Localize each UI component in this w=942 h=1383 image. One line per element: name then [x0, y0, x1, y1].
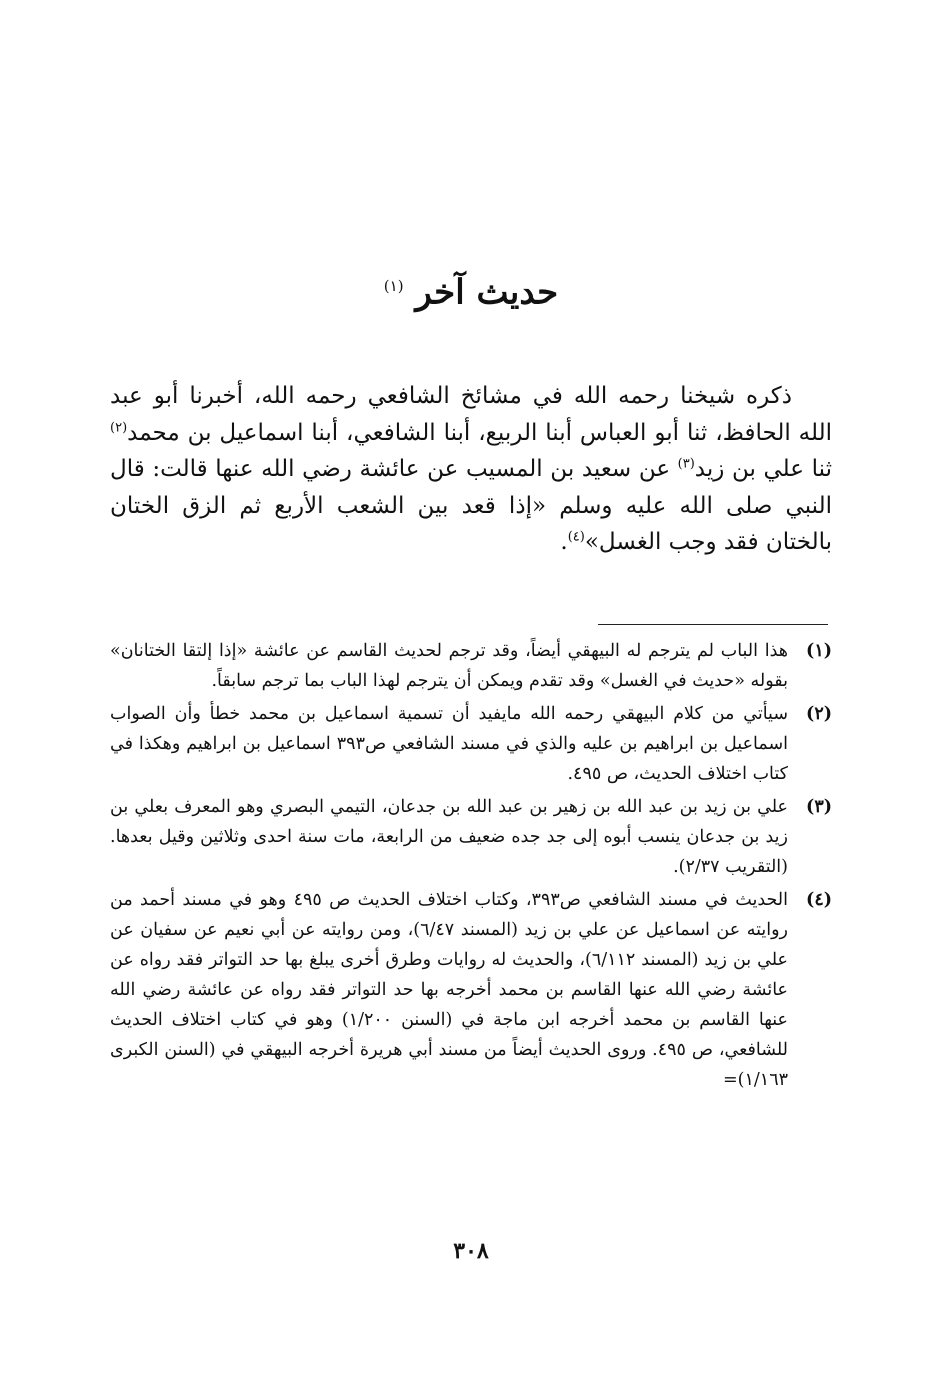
footnote: [110, 885, 832, 1095]
page-title: [0, 258, 942, 320]
footnote-number: (٤): [806, 890, 832, 910]
main-text-part4: .: [560, 529, 568, 555]
footnote-ref-4: (٤): [567, 529, 585, 545]
footnote-number: (٢): [806, 704, 832, 724]
footnote-divider: [598, 624, 828, 625]
footnotes-section: [110, 636, 832, 1098]
main-text-part2: ثنا علي بن زيد: [694, 456, 832, 482]
footnote-ref-2: (٢): [110, 419, 128, 435]
footnote-text: علي بن زيد بن عبد الله بن زهير بن عبد الله بن جدعان، التيمي البصري وهو المعرف بعلي بن زيد بن جدعان ينسب أبوه إلى جد جده ضعيف من الرابعة، مات سنة احدى وثلاثين وقيل بعدها. (التقريب ٢/٣٧).: [110, 797, 788, 877]
footnote: [110, 699, 832, 789]
footnote: [110, 792, 832, 882]
footnote-text: سيأتي من كلام البيهقي رحمه الله مايفيد أن تسمية اسماعيل بن محمد خطأ وأن الصواب اسماعيل بن ابراهيم بن عليه والذي في مسند الشافعي ص٣٩٣ اسماعيل بن ابراهيم وهكذا في كتاب اختلاف الحديث، ص ٤٩٥.: [110, 704, 788, 784]
main-text-part3: عن سعيد بن المسيب عن عائشة رضي الله عنها قالت: قال النبي صلى الله عليه وسلم «إذا قعد بين الشعب الأربع ثم الزق الختان بالختان فقد وجب الغسل»: [110, 456, 832, 555]
page-number: ٣٠٨: [453, 1238, 489, 1264]
footnote-number: (١): [806, 641, 832, 661]
footnote-number: (٣): [806, 797, 832, 817]
title-text: حديث آخر: [415, 272, 559, 313]
footnote: [110, 636, 832, 696]
footnote-text: هذا الباب لم يترجم له البيهقي أيضاً، وقد ترجم لحديث القاسم عن عائشة «إذا إلتقا الختانان» بقوله «حديث في الغسل» وقد تقدم ويمكن أن يترجم لهذا الباب بما ترجم سابقاً.: [110, 641, 788, 691]
footnote-ref-3: (٣): [677, 456, 695, 472]
main-paragraph: [110, 378, 832, 561]
main-text-part1: ذكره شيخنا رحمه الله في مشائخ الشافعي رحمه الله، أخبرنا أبو عبد الله الحافظ، ثنا أبو العباس أبنا الربيع، أبنا الشافعي، أبنا اسماعيل بن محمد: [110, 383, 832, 446]
footnote-text: الحديث في مسند الشافعي ص٣٩٣، وكتاب اختلاف الحديث ص ٤٩٥ وهو في مسند أحمد من روايته عن اسماعيل عن علي بن زيد (المسند ٦/٤٧)، ومن روايته عن أبي نعيم عن سفيان عن علي بن زيد (المسند ٦/١١٢)، والحديث له روايات وطرق أخرى يبلغ بها حد التواتر فقد رواه عن عائشة رضي الله عنها القاسم بن محمد أخرجه بها حد التواتر فقد رواه عن عائشة رضي الله عنها القاسم بن محمد أخرجه ابن ماجة في (السنن ١/٢٠٠) وهو في كتاب اختلاف الحديث للشافعي، ص ٤٩٥. وروى الحديث أيضاً من مسند أبي هريرة أخرجه البيهقي في (السنن الكبرى ١/١٦٣)=: [110, 890, 789, 1090]
title-footnote-ref: (١): [383, 277, 404, 295]
